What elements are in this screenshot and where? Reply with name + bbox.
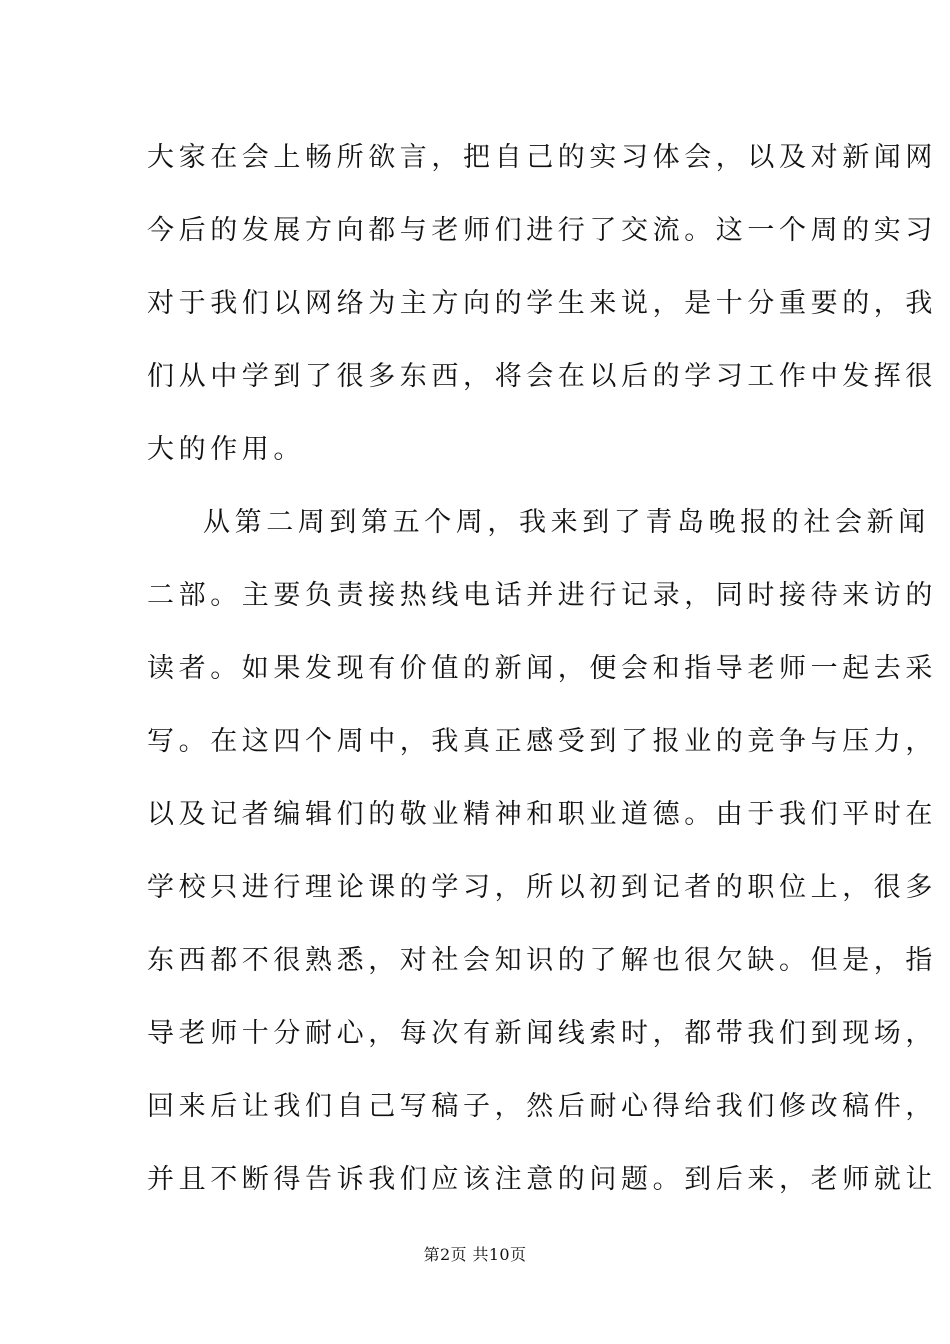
text-line: 今后的发展方向都与老师们进行了交流。这一个周的实习 (147, 215, 937, 246)
text-line: 回来后让我们自己写稿子，然后耐心得给我们修改稿件， (147, 1091, 937, 1122)
text-line: 们从中学到了很多东西，将会在以后的学习工作中发挥很 (147, 361, 937, 392)
text-line: 从第二周到第五个周，我来到了青岛晚报的社会新闻 (203, 507, 930, 538)
text-line: 对于我们以网络为主方向的学生来说，是十分重要的，我 (147, 288, 937, 319)
text-line: 东西都不很熟悉，对社会知识的了解也很欠缺。但是，指 (147, 945, 937, 976)
body-text (147, 128, 937, 1223)
text-line: 并且不断得告诉我们应该注意的问题。到后来，老师就让 (147, 1164, 937, 1195)
text-line: 大家在会上畅所欲言，把自己的实习体会，以及对新闻网 (147, 142, 937, 173)
page-number-footer: 第2页 共10页 (423, 1245, 527, 1264)
text-line: 写。在这四个周中，我真正感受到了报业的竞争与压力， (147, 726, 937, 757)
text-line: 导老师十分耐心，每次有新闻线索时，都带我们到现场， (147, 1018, 937, 1049)
text-line: 学校只进行理论课的学习，所以初到记者的职位上，很多 (147, 872, 937, 903)
text-line: 读者。如果发现有价值的新闻，便会和指导老师一起去采 (147, 653, 937, 684)
text-line: 二部。主要负责接热线电话并进行记录，同时接待来访的 (147, 580, 937, 611)
text-line: 大的作用。 (147, 434, 305, 465)
text-line: 以及记者编辑们的敬业精神和职业道德。由于我们平时在 (147, 799, 937, 830)
